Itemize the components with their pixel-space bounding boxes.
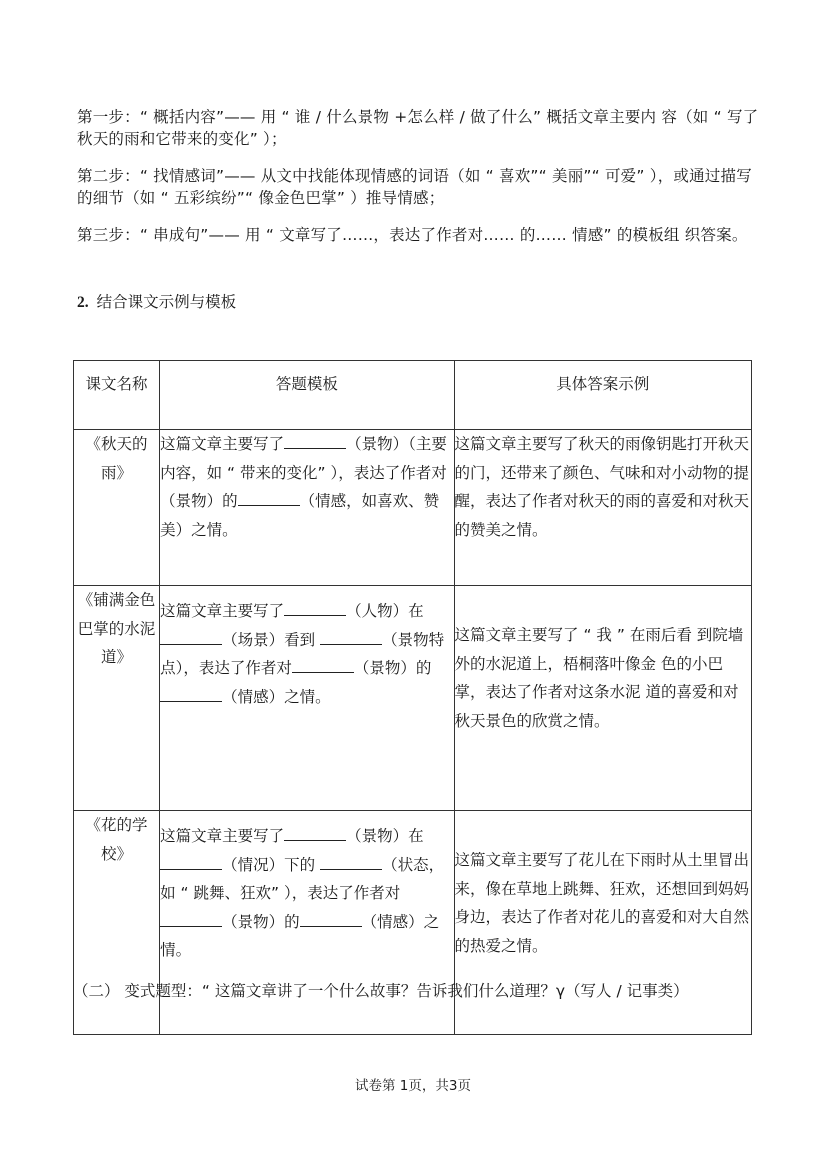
step-1-text: “ 概括内容”—— 用 “ 谁 / 什么景物 +怎么样 / 做了什么” 概括文章主要内 容（如 “ 写了秋天的雨和它带来的变化” ）； [77,108,759,148]
step-3 [77,224,767,246]
fill-in-blank [160,685,222,702]
template-text: 这篇文章主要写了 [160,435,285,453]
header-lesson-name: 课文名称 [74,361,160,430]
template-text: （情感，如喜欢、赞美）之情。 [160,492,440,539]
fill-in-blank [160,628,222,645]
fill-in-blank [284,599,346,616]
fill-in-blank [160,910,222,927]
table-row [74,430,752,586]
lesson-name: 《秋天的雨》 [74,430,160,586]
answer-template [160,586,454,811]
fill-in-blank [284,432,346,449]
template-text: 这篇文章主要写了 [160,602,285,620]
section-number: 2. [77,294,89,311]
template-text: （景物）的 [222,912,300,931]
template-text: （情况）下的 [222,855,321,874]
step-2-label: 第二步： [77,167,140,185]
template-table [73,360,752,1035]
step-2 [77,165,767,209]
table-header-row [74,361,752,430]
lesson-name: 《铺满金色巴掌的水泥道》 [74,586,160,811]
template-text: （景物）（主要内容，如 “ 带来的变化” ），表达了作者对（景物）的 [160,435,447,510]
fill-in-blank [292,656,354,673]
template-text: （景物）在 [346,827,424,845]
template-text: （情感）之情。 [222,687,331,706]
fill-in-blank [238,489,300,506]
fill-in-blank [284,824,346,841]
answer-example: 这篇文章主要写了 “ 我 ” 在雨后看 到院墙外的水泥道上，梧桐落叶像金 色的小巴掌，表达了作者对这条水泥 道的喜爱和对秋天景色的欣赏之情。 [454,586,751,811]
header-template: 答题模板 [160,361,454,430]
section-title: 结合课文示例与模板 [96,293,237,311]
step-1 [77,106,767,150]
step-1-label: 第一步： [77,108,140,126]
lesson-name: 《花的学校》 [74,811,160,1035]
template-text: （景物）的 [353,659,432,677]
variant-question-heading: （二） 变式题型：“ 这篇文章讲了一个什么故事？告诉我们什么道理？γ（写人 / 记事类） [73,982,689,1000]
template-text: （人物）在 [346,602,424,620]
template-text: （状态，如 “ 跳舞、狂欢” ），表达了作者对 [160,855,445,902]
fill-in-blank [300,910,362,927]
page-footer: 试卷第 1页，共3页 [355,1078,471,1094]
template-text: （情感）之情。 [160,912,440,959]
template-text: （场景）看到 [222,630,321,649]
answer-example: 这篇文章主要写了秋天的雨像钥匙打开秋天的门，还带来了颜色、气味和对小动物的提醒，表达了作者对秋天的雨的喜爱和对秋天的赞美之情。 [454,430,751,586]
step-3-label: 第三步： [77,226,140,244]
template-text: （景物特点），表达了作者对 [160,630,445,677]
answer-template [160,430,454,586]
fill-in-blank [320,853,382,870]
answer-example: 这篇文章主要写了花儿在下雨时从土里冒出来，像在草地上跳舞、狂欢，还想回到妈妈身边，表达了作者对花儿的喜爱和对大自然的热爱之情。 [454,811,751,1035]
fill-in-blank [320,628,382,645]
section-2-heading [77,290,236,312]
step-2-text: “ 找情感词”—— 从文中找能体现情感的词语（如 “ 喜欢”“ 美丽”“ 可爱” ），或通过描写的细节（如 “ 五彩缤纷”“ 像金色巴掌” ）推导情感； [77,167,752,207]
step-3-text: “ 串成句”—— 用 “ 文章写了……，表达了作者对…… 的…… 情感” 的模板组 织答案。 [139,226,748,244]
answer-template [160,811,454,1035]
fill-in-blank [160,853,222,870]
header-example: 具体答案示例 [454,361,751,430]
table-row [74,811,752,1035]
template-text: 这篇文章主要写了 [160,827,285,845]
table-row [74,586,752,811]
